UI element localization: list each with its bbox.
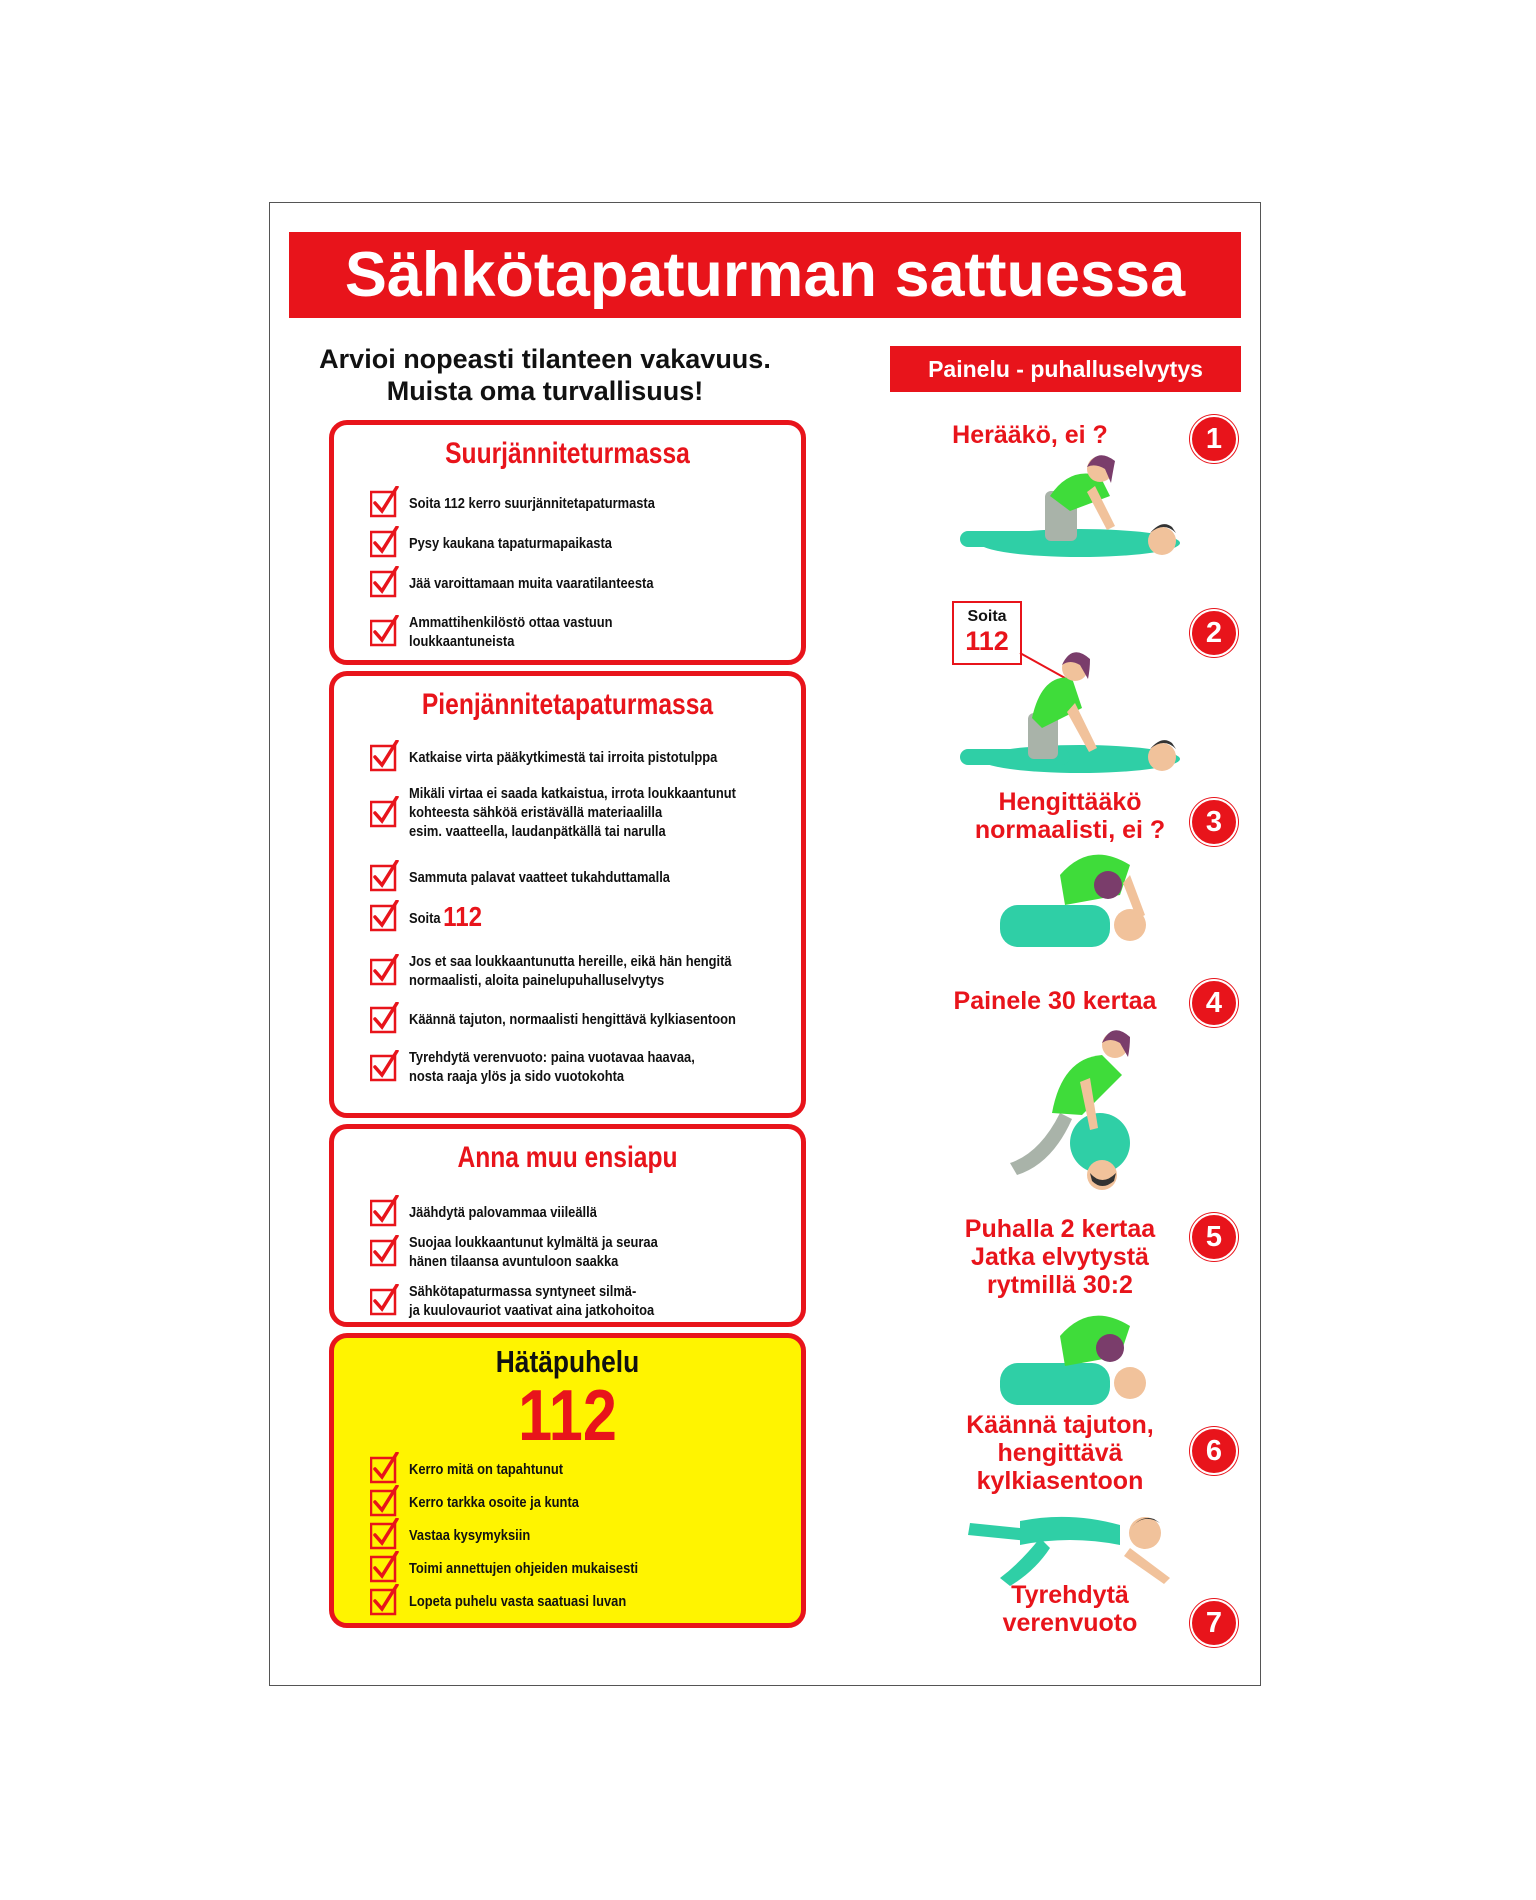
list-item bbox=[370, 784, 790, 841]
item-text: Kerro mitä on tapahtunut bbox=[409, 1460, 564, 1478]
poster bbox=[269, 202, 1261, 1686]
section-title: Pienjännitetapaturmassa bbox=[421, 688, 714, 721]
checkbox-icon bbox=[370, 1239, 396, 1265]
emergency-number: 112 bbox=[443, 900, 482, 932]
item-text: Jää varoittamaan muita vaaratilanteesta bbox=[409, 574, 654, 592]
step-1-number: 1 bbox=[1190, 415, 1238, 463]
list-item bbox=[370, 1456, 790, 1482]
list-item bbox=[370, 1588, 790, 1614]
checkbox-icon bbox=[370, 1456, 396, 1482]
list-item bbox=[370, 952, 790, 990]
step-3-number: 3 bbox=[1190, 798, 1238, 846]
item-text: Sähkötapaturmassa syntyneet silmä- ja kuulovauriot vaativat aina jatkohoitoa bbox=[409, 1283, 655, 1319]
step-7-label: Tyrehdytä verenvuoto bbox=[1002, 1581, 1138, 1637]
list-item bbox=[370, 864, 790, 890]
cpr-figure-4-icon bbox=[990, 1023, 1170, 1193]
list-item bbox=[370, 1199, 790, 1225]
checkbox-icon bbox=[370, 904, 396, 930]
intro-text bbox=[280, 343, 810, 407]
list-item bbox=[370, 744, 790, 770]
cpr-figure-5-icon bbox=[990, 1308, 1170, 1418]
checkbox-icon bbox=[370, 1006, 396, 1032]
step-5-number: 5 bbox=[1190, 1213, 1238, 1261]
item-text: Vastaa kysymyksiin bbox=[409, 1526, 531, 1544]
item-text: Katkaise virta pääkytkimestä tai irroita pistotulppa bbox=[409, 748, 718, 766]
checkbox-icon bbox=[370, 864, 396, 890]
item-text: Toimi annettujen ohjeiden mukaisesti bbox=[409, 1559, 639, 1577]
cpr-figure-2-icon bbox=[950, 623, 1200, 783]
step-6-label: Käännä tajuton, hengittävä kylkiasentoon bbox=[966, 1411, 1154, 1495]
checkbox-icon bbox=[370, 1588, 396, 1614]
callout-text: Soita bbox=[967, 608, 1007, 625]
section-low-voltage bbox=[329, 671, 806, 1118]
item-text: Käännä tajuton, normaalisti hengittävä kylkiasentoon bbox=[409, 1010, 736, 1028]
checkbox-icon bbox=[370, 958, 396, 984]
item-text: Pysy kaukana tapaturmapaikasta bbox=[409, 534, 612, 552]
intro-line-2: Muista oma turvallisuus! bbox=[386, 376, 704, 406]
list-item bbox=[370, 613, 790, 651]
item-text: Ammattihenkilöstö ottaa vastuun loukkaantuneista bbox=[409, 614, 613, 650]
list-item bbox=[370, 1522, 790, 1548]
item-text: Tyrehdytä verenvuoto: paina vuotavaa haavaa, nosta raaja ylös ja sido vuotokohta bbox=[409, 1049, 695, 1085]
cpr-title: Painelu - puhalluselvytys bbox=[890, 346, 1241, 392]
checkbox-icon bbox=[370, 1199, 396, 1225]
emergency-title: Hätäpuhelu bbox=[495, 1344, 640, 1379]
item-text: Kerro tarkka osoite ja kunta bbox=[409, 1493, 579, 1511]
checkbox-icon bbox=[370, 1054, 396, 1080]
callout-number: 112 bbox=[965, 626, 1009, 656]
list-item bbox=[370, 900, 790, 932]
poster-title: Sähkötapaturman sattuessa bbox=[289, 232, 1241, 318]
checkbox-icon bbox=[370, 490, 396, 516]
cpr-figure-1-icon bbox=[950, 441, 1200, 571]
item-text: Soita 112 kerro suurjännitetapaturmasta bbox=[409, 494, 655, 512]
checkbox-icon bbox=[370, 1489, 396, 1515]
intro-line-1: Arvioi nopeasti tilanteen vakavuus. bbox=[319, 344, 771, 374]
step-5-label: Puhalla 2 kertaa Jatka elvytystä rytmillä 30:2 bbox=[964, 1215, 1156, 1299]
item-text: Lopeta puhelu vasta saatuasi luvan bbox=[409, 1592, 627, 1610]
item-text: Mikäli virtaa ei saada katkaistua, irrota loukkaantunut kohteesta sähköä eristävällä materiaalilla esim. vaatteella, laudanpätkällä tai narulla bbox=[409, 785, 736, 840]
recovery-position-icon bbox=[960, 1503, 1200, 1593]
list-item bbox=[370, 1555, 790, 1581]
cpr-figure-3-icon bbox=[990, 845, 1170, 955]
checkbox-icon bbox=[370, 530, 396, 556]
list-item bbox=[370, 1489, 790, 1515]
section-high-voltage bbox=[329, 420, 806, 665]
section-other-first-aid bbox=[329, 1124, 806, 1327]
step-6-number: 6 bbox=[1190, 1427, 1238, 1475]
section-title: Anna muu ensiapu bbox=[457, 1141, 678, 1174]
step-2-number: 2 bbox=[1190, 609, 1238, 657]
checkbox-icon bbox=[370, 800, 396, 826]
checkbox-icon bbox=[370, 570, 396, 596]
list-item bbox=[370, 1233, 790, 1271]
step-7-number: 7 bbox=[1190, 1599, 1238, 1647]
list-item bbox=[370, 1006, 790, 1032]
item-text: Jäähdytä palovammaa viileällä bbox=[409, 1203, 597, 1221]
list-item bbox=[370, 530, 790, 556]
step-4-number: 4 bbox=[1190, 979, 1238, 1027]
item-text: Sammuta palavat vaatteet tukahduttamalla bbox=[409, 868, 670, 886]
checkbox-icon bbox=[370, 1288, 396, 1314]
checkbox-icon bbox=[370, 744, 396, 770]
step-4-label: Painele 30 kertaa bbox=[953, 987, 1157, 1015]
checkbox-icon bbox=[370, 1522, 396, 1548]
item-text: Suojaa loukkaantunut kylmältä ja seuraa hänen tilaansa avuntuloon saakka bbox=[409, 1234, 658, 1270]
list-item bbox=[370, 1282, 790, 1320]
checkbox-icon bbox=[370, 1555, 396, 1581]
item-text: Jos et saa loukkaantunutta hereille, eikä hän hengitä normaalisti, aloita painelupuhalluselvytys bbox=[409, 953, 732, 989]
item-text: Soita112 bbox=[409, 900, 482, 932]
section-emergency-call bbox=[329, 1333, 806, 1628]
step-3-label: Hengittääkö normaalisti, ei ? bbox=[974, 788, 1166, 844]
list-item bbox=[370, 490, 790, 516]
list-item bbox=[370, 570, 790, 596]
checkbox-icon bbox=[370, 619, 396, 645]
section-title: Suurjänniteturmassa bbox=[445, 437, 690, 470]
emergency-number: 112 bbox=[518, 1376, 617, 1456]
list-item bbox=[370, 1048, 790, 1086]
step-1-label: Herääkö, ei ? bbox=[952, 421, 1108, 449]
